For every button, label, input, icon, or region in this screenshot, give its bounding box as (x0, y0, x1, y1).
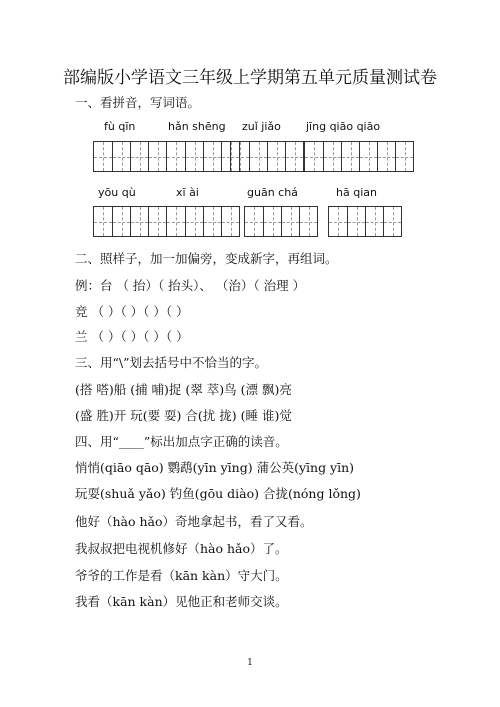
section2-heading: 二、照样子，加一加偏旁，变成新字，再组词。 (75, 251, 338, 266)
example-line: 例：台 （ 抬）（ 抬头）、 （治）（ 治理 ） (75, 278, 306, 293)
writing-grid[interactable] (230, 141, 304, 172)
exercise-line: (盛 胜)开 玩(要 耍) 合(扰 拢) (睡 谁)觉 (75, 408, 292, 423)
pinyin-label: hǎn shēng (168, 120, 226, 133)
writing-grid[interactable] (93, 141, 167, 172)
pinyin-label: zuǐ jiǎo (242, 120, 281, 133)
pinyin-label: jīng qiāo qiāo (306, 120, 381, 133)
pinyin-label: hā qian (336, 186, 377, 199)
page-number: 1 (247, 658, 253, 668)
sentence-line: 我叔叔把电视机修好（hào hǎo）了。 (75, 541, 288, 556)
section4-heading: 四、用“____”标出加点字正确的读音。 (75, 434, 288, 449)
section3-heading: 三、用“\”划去括号中不恰当的字。 (75, 355, 267, 370)
writing-grid[interactable] (166, 206, 240, 237)
exercise-line: 悄悄(qiāo qāo) 鹦鹉(yīn yīng) 蒲公英(yīng yīn) (75, 460, 355, 475)
page-title: 部编版小学语文三年级上学期第五单元质量测试卷 (63, 68, 437, 88)
pinyin-label: fù qīn (104, 120, 136, 133)
pinyin-label: xī ài (176, 186, 199, 199)
sentence-line: 爷爷的工作是看（kān kàn）守大门。 (75, 568, 288, 583)
exercise-line: 兰 （ ）（ ）（ ）（ ） (75, 329, 189, 344)
writing-grid[interactable] (166, 141, 240, 172)
writing-grid[interactable] (304, 141, 414, 172)
exercise-line: 竞 （ ）（ ）（ ）（ ） (75, 304, 189, 319)
writing-grid[interactable] (244, 206, 318, 237)
sentence-line: 他好（hào hǎo）奇地拿起书，看了又看。 (75, 514, 313, 529)
exercise-line: (搭 嗒)船 (捕 哺)捉 (翠 萃)鸟 (漂 飘)亮 (75, 382, 292, 397)
sentence-line: 我看（kān kàn）见他正和老师交谈。 (75, 594, 288, 609)
section1-heading: 一、看拼音，写词语。 (75, 95, 201, 110)
writing-grid[interactable] (93, 206, 167, 237)
writing-grid[interactable] (328, 206, 402, 237)
exercise-line: 玩耍(shuǎ yǎo) 钓鱼(gōu diào) 合拢(nóng lǒng) (75, 486, 361, 501)
pinyin-label: guān chá (247, 186, 298, 199)
pinyin-label: yōu qù (98, 186, 136, 199)
